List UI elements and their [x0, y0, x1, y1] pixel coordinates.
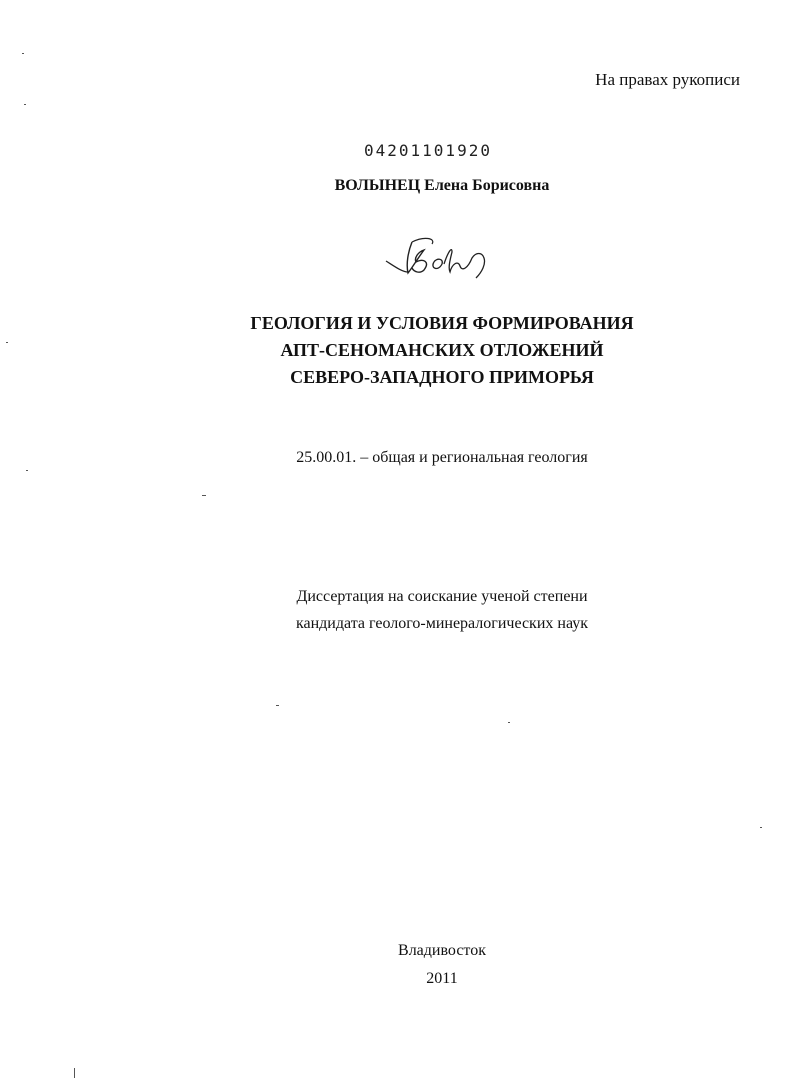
- rights-notice: На правах рукописи: [595, 70, 740, 89]
- city: Владивосток: [398, 942, 486, 959]
- scan-artifact: [6, 342, 8, 343]
- degree-line: кандидата геолого-минералогических наук: [295, 615, 589, 632]
- dissertation-title: [0, 310, 794, 391]
- signature-image: [372, 228, 502, 284]
- title-line: СЕВЕРО-ЗАПАДНОГО ПРИМОРЬЯ: [290, 367, 594, 387]
- degree-line: Диссертация на соискание ученой степени: [296, 588, 588, 605]
- specialty-code: 25.00.01. – общая и региональная геология: [296, 449, 588, 466]
- scan-artifact: [760, 827, 762, 828]
- degree-statement: [0, 583, 794, 637]
- title-line: АПТ-СЕНОМАНСКИХ ОТЛОЖЕНИЙ: [280, 340, 604, 360]
- scan-artifact: [508, 722, 510, 723]
- year: 2011: [426, 970, 458, 987]
- scan-artifact: [24, 104, 26, 105]
- title-line: ГЕОЛОГИЯ И УСЛОВИЯ ФОРМИРОВАНИЯ: [250, 313, 634, 333]
- place-and-year: [0, 937, 794, 993]
- scan-artifact: [276, 705, 279, 706]
- scan-artifact: [202, 495, 206, 496]
- scan-artifact: [26, 470, 28, 471]
- catalog-number: 04201101920: [364, 141, 492, 160]
- author-name: ВОЛЫНЕЦ Елена Борисовна: [334, 177, 550, 194]
- scan-artifact: [74, 1068, 75, 1078]
- scan-artifact: [22, 53, 24, 54]
